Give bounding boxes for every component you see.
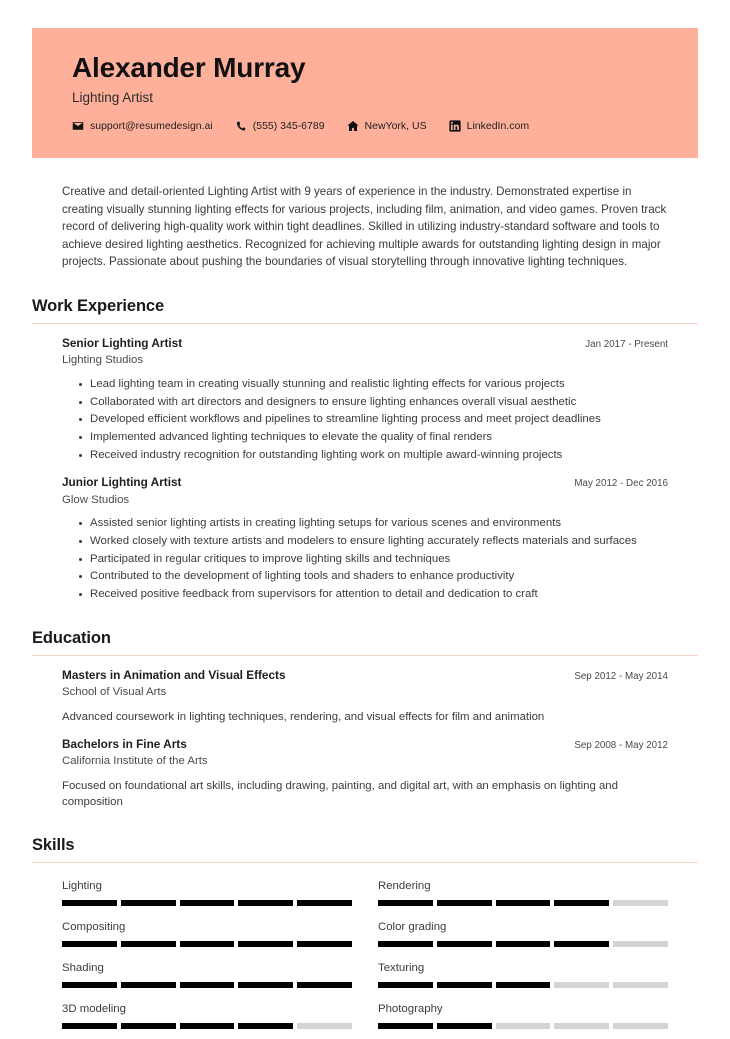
phone-icon xyxy=(235,120,247,132)
skill-level-segment xyxy=(437,941,492,947)
skill-name: Texturing xyxy=(378,961,425,974)
candidate-name: Alexander Murray xyxy=(72,52,306,83)
contact-location-text: NewYork, US xyxy=(364,120,427,133)
skill-level-segment xyxy=(238,900,293,906)
envelope-icon xyxy=(72,120,84,132)
list-item: Lead lighting team in creating visually stunning and realistic lighting effects for various projects xyxy=(79,376,668,393)
list-item: Received industry recognition for outstanding lighting work on multiple award-winning projects xyxy=(79,447,668,464)
education-entry-degree: Bachelors in Fine Arts xyxy=(62,736,187,751)
candidate-job-title: Lighting Artist xyxy=(72,90,154,106)
skill-item xyxy=(62,957,352,998)
contact-row xyxy=(72,120,658,132)
skill-item xyxy=(378,916,668,957)
skill-level-segment xyxy=(121,982,176,988)
skill-level-segment xyxy=(554,982,609,988)
skill-item xyxy=(62,875,352,916)
education-entry-school: California Institute of the Arts xyxy=(62,755,208,768)
education-entry-description: Focused on foundational art skills, including drawing, painting, and digital art, with an emphasis on lighting and composition xyxy=(62,779,618,809)
skills-grid xyxy=(32,875,698,1038)
professional-summary: Creative and detail-oriented Lighting Artist with 9 years of experience in the industry. Demonstrated expertise in creating visually stunning lighting effects for various projects, including film, animation, and video games. Proven track record of delivering high-quality work within tight deadlines. Skilled in utilizing industry-standard software and tools to achieve desired lighting aesthetics. Recognized for achieving multiple awards for outstanding lighting design in major projects. Passionate about pushing the boundaries of visual storytelling through innovative lighting techniques. xyxy=(62,185,667,269)
list-item: Worked closely with texture artists and modelers to ensure lighting accurately reflects materials and surfaces xyxy=(79,533,668,550)
skill-level-segment xyxy=(496,941,551,947)
skill-level-segment xyxy=(180,1023,235,1029)
skill-name: Color grading xyxy=(378,921,447,934)
skill-level-segment xyxy=(121,900,176,906)
work-entry-organization: Lighting Studios xyxy=(62,354,144,367)
work-entry-head xyxy=(62,336,668,351)
skill-level-segment xyxy=(180,941,235,947)
education-entry-date: Sep 2012 - May 2014 xyxy=(574,670,668,682)
resume-header-banner xyxy=(32,28,698,158)
work-entry-organization: Glow Studios xyxy=(62,493,130,506)
skills-heading: Skills xyxy=(32,836,75,855)
skill-level-bar xyxy=(378,1023,668,1029)
skill-level-segment xyxy=(180,900,235,906)
contact-email-text: support@resumedesign.ai xyxy=(90,120,213,133)
skill-level-segment xyxy=(121,941,176,947)
skill-name: Photography xyxy=(378,1002,443,1015)
skill-item xyxy=(378,875,668,916)
list-item: Received positive feedback from supervisors for attention to detail and dedication to craft xyxy=(79,586,668,603)
skill-level-segment xyxy=(613,982,668,988)
skill-level-segment xyxy=(437,900,492,906)
work-experience-heading: Work Experience xyxy=(32,297,165,316)
skill-level-segment xyxy=(554,1023,609,1029)
education-entry-school: School of Visual Arts xyxy=(62,685,167,698)
contact-item-phone[interactable] xyxy=(235,120,325,132)
contact-linkedin-text: LinkedIn.com xyxy=(466,120,530,133)
contact-item-location[interactable] xyxy=(347,120,427,132)
skill-name: Shading xyxy=(62,961,104,974)
skill-level-segment xyxy=(297,1023,352,1029)
section-education xyxy=(32,629,698,811)
skill-level-segment xyxy=(297,941,352,947)
education-entry-description: Advanced coursework in lighting techniques, rendering, and visual effects for film and animation xyxy=(62,710,545,723)
skill-item xyxy=(62,998,352,1039)
skill-level-bar xyxy=(62,941,352,947)
skill-name: Lighting xyxy=(62,880,102,893)
skill-level-segment xyxy=(121,1023,176,1029)
skill-level-segment xyxy=(378,1023,433,1029)
list-item: Implemented advanced lighting techniques to elevate the quality of final renders xyxy=(79,429,668,446)
skill-item xyxy=(378,998,668,1039)
skill-level-bar xyxy=(378,982,668,988)
education-entry-degree: Masters in Animation and Visual Effects xyxy=(62,667,286,682)
education-entry-head xyxy=(62,668,668,683)
skill-level-segment xyxy=(62,1023,117,1029)
list-item: Collaborated with art directors and designers to ensure lighting enhances overall visual aesthetic xyxy=(79,394,668,411)
work-entry-bullets xyxy=(62,515,668,602)
skill-level-segment xyxy=(297,982,352,988)
section-divider xyxy=(32,655,698,656)
skill-level-segment xyxy=(496,900,551,906)
skill-level-segment xyxy=(378,941,433,947)
skill-level-bar xyxy=(62,982,352,988)
skill-level-segment xyxy=(62,982,117,988)
list-item: Developed efficient workflows and pipelines to streamline lighting process and meet project deadlines xyxy=(79,411,668,428)
education-entry-head xyxy=(62,737,668,752)
education-entry-date: Sep 2008 - May 2012 xyxy=(574,739,668,751)
skill-level-segment xyxy=(437,1023,492,1029)
work-entry-bullets xyxy=(62,376,668,463)
work-entry-head xyxy=(62,475,668,490)
contact-item-email[interactable] xyxy=(72,120,213,132)
education-entry xyxy=(32,668,698,725)
section-skills xyxy=(32,836,698,1038)
skill-level-segment xyxy=(62,900,117,906)
skill-level-segment xyxy=(613,900,668,906)
work-entry-date: May 2012 - Dec 2016 xyxy=(574,478,668,490)
skill-level-segment xyxy=(238,982,293,988)
skill-level-segment xyxy=(554,941,609,947)
work-entry-date: Jan 2017 - Present xyxy=(585,339,668,351)
skill-item xyxy=(378,957,668,998)
skill-level-segment xyxy=(437,982,492,988)
skill-level-bar xyxy=(62,900,352,906)
skill-name: Rendering xyxy=(378,880,431,893)
skill-level-segment xyxy=(554,900,609,906)
skill-level-segment xyxy=(496,982,551,988)
skill-level-segment xyxy=(613,1023,668,1029)
skill-level-bar xyxy=(62,1023,352,1029)
skill-name: Compositing xyxy=(62,921,126,934)
skill-level-segment xyxy=(378,900,433,906)
skill-level-segment xyxy=(378,982,433,988)
work-entry-role: Junior Lighting Artist xyxy=(62,475,182,490)
list-item: Assisted senior lighting artists in creating lighting setups for various scenes and environments xyxy=(79,515,668,532)
section-divider xyxy=(32,862,698,863)
education-heading: Education xyxy=(32,628,111,647)
list-item: Participated in regular critiques to improve lighting skills and techniques xyxy=(79,551,668,568)
skill-level-bar xyxy=(378,900,668,906)
skill-level-bar xyxy=(378,941,668,947)
skill-level-segment xyxy=(297,900,352,906)
work-entry xyxy=(32,336,698,463)
home-icon xyxy=(347,120,359,132)
skill-item xyxy=(62,916,352,957)
skill-level-segment xyxy=(180,982,235,988)
skill-level-segment xyxy=(496,1023,551,1029)
skill-level-segment xyxy=(238,941,293,947)
work-entry-role: Senior Lighting Artist xyxy=(62,336,183,351)
skill-level-segment xyxy=(613,941,668,947)
section-divider xyxy=(32,323,698,324)
section-work-experience xyxy=(32,297,698,603)
education-entry xyxy=(32,737,698,810)
contact-phone-text: (555) 345-6789 xyxy=(252,120,325,133)
list-item: Contributed to the development of lighting tools and shaders to enhance productivity xyxy=(79,568,668,585)
skill-name: 3D modeling xyxy=(62,1002,126,1015)
work-entry xyxy=(32,475,698,602)
linkedin-icon xyxy=(449,120,461,132)
contact-item-linkedin[interactable] xyxy=(449,120,529,132)
skill-level-segment xyxy=(62,941,117,947)
skill-level-segment xyxy=(238,1023,293,1029)
